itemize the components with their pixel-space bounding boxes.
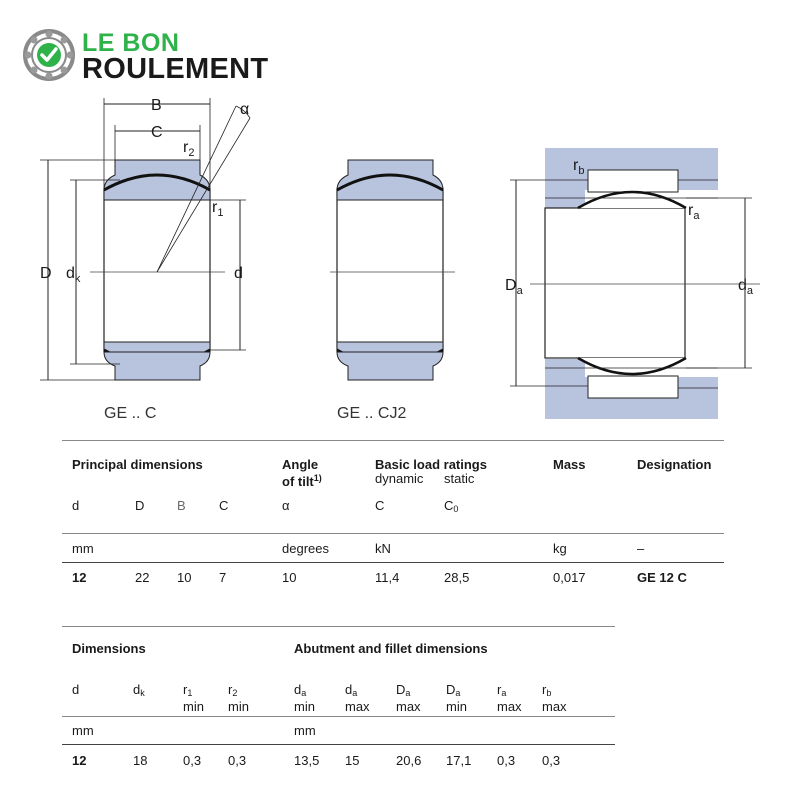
cell-mass: 0,017 [553, 570, 586, 585]
sym-alpha: α [282, 498, 290, 513]
sym2-da-min: $d_a$ min [294, 682, 315, 714]
bearing-drawing [0, 90, 800, 430]
label-alpha: α [240, 101, 250, 118]
caption-ge-cj2: GE .. CJ2 [337, 405, 407, 422]
caption-ge-c: GE .. C [104, 405, 157, 422]
label-d: d [234, 265, 243, 282]
sym-D: D [135, 498, 145, 513]
sym-d: d [72, 498, 80, 513]
bearing-check-icon [22, 28, 76, 82]
cell-B: 10 [177, 570, 192, 585]
unit-dash: – [637, 541, 645, 556]
label-rb: $r_b$ [573, 157, 585, 177]
header-static: static [444, 471, 475, 486]
cell-designation: GE 12 C [637, 570, 687, 585]
drawing-mounting [505, 148, 760, 419]
sym2-dk: $d_k$ [133, 682, 145, 698]
unit2-mm-abutment: mm [294, 723, 316, 738]
cell-C0: 28,5 [444, 570, 470, 585]
sym2-d: d [72, 682, 80, 697]
cell2-Da-min: 17,1 [446, 753, 472, 768]
unit-kg: kg [553, 541, 567, 556]
label-B: B [151, 97, 162, 114]
label-da: $d_a$ [738, 277, 754, 297]
label-D: D [40, 265, 52, 282]
header-abutment: Abutment and fillet dimensions [294, 641, 488, 656]
cell2-ra-max: 0,3 [497, 753, 516, 768]
cell-C-dynamic: 11,4 [375, 570, 400, 585]
header-designation: Designation [637, 457, 712, 472]
label-ra: $r_a$ [688, 202, 700, 222]
cell2-r1: 0,3 [183, 753, 202, 768]
cell-d: 12 [72, 570, 87, 585]
label-dk: $d_k$ [66, 265, 81, 285]
cell2-dk: 18 [133, 753, 148, 768]
drawing-ge-cj2 [330, 160, 455, 422]
header-principal: Principal dimensions [72, 457, 203, 472]
unit-mm: mm [72, 541, 94, 556]
label-Da: $D_a$ [505, 277, 523, 297]
cell2-da-min: 13,5 [294, 753, 320, 768]
logo-line2: ROULEMENT [82, 53, 269, 85]
sym-C-dynamic: C [375, 498, 385, 513]
cell2-d: 12 [72, 753, 87, 768]
header-dimensions: Dimensions [72, 641, 146, 656]
unit2-mm-dimensions: mm [72, 723, 94, 738]
sym2-rb-max: $r_b$ max [542, 682, 567, 714]
header-dynamic: dynamic [375, 471, 424, 486]
label-r1: $r_1$ [212, 199, 224, 219]
sym2-da-max: $d_a$ max [345, 682, 370, 714]
header-angle-tilt: of tilt$^{1)}$ [282, 473, 322, 489]
sym-B: B [177, 498, 186, 513]
logo-line1: LE BON [82, 29, 180, 57]
label-C: C [151, 124, 163, 141]
sym2-r1: $r_1$ min [183, 682, 204, 714]
cell2-da-max: 15 [345, 753, 360, 768]
cell2-Da-max: 20,6 [396, 753, 422, 768]
cell-alpha: 10 [282, 570, 297, 585]
sym-C: C [219, 498, 229, 513]
header-mass: Mass [553, 457, 586, 472]
cell2-rb-max: 0,3 [542, 753, 561, 768]
header-angle: Angle [282, 457, 319, 472]
cell2-r2: 0,3 [228, 753, 247, 768]
sym2-ra-max: $r_a$ max [497, 682, 522, 714]
cell-D: 22 [135, 570, 150, 585]
unit-degrees: degrees [282, 541, 329, 556]
sym2-Da-min: $D_a$ min [446, 682, 467, 714]
label-r2: $r_2$ [183, 139, 195, 159]
drawing-ge-c [40, 97, 250, 422]
cell-C: 7 [219, 570, 227, 585]
brand-logo [22, 26, 302, 86]
header-load: Basic load ratings [375, 457, 487, 472]
unit-kN: kN [375, 541, 391, 556]
sym-C0: $C_0$ [444, 498, 459, 514]
sym2-Da-max: $D_a$ max [396, 682, 421, 714]
sym2-r2: $r_2$ min [228, 682, 249, 714]
